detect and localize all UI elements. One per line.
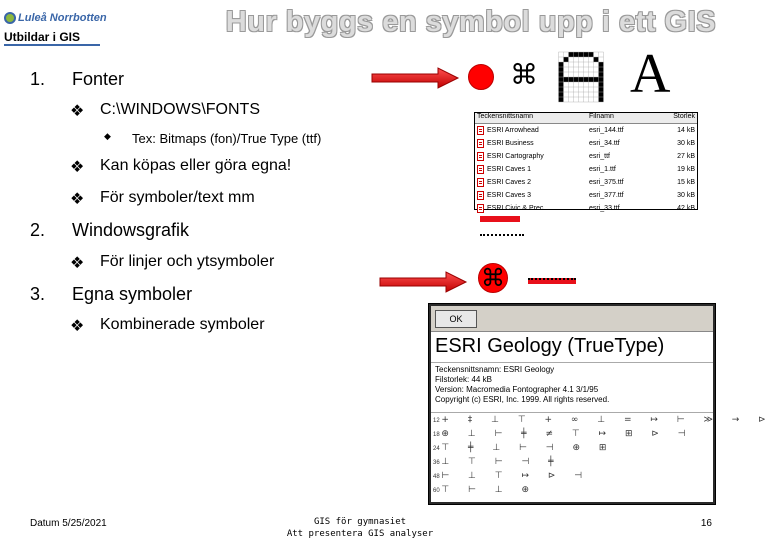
logo-name: Luleå Norrbotten bbox=[18, 12, 107, 24]
font-file-icon bbox=[477, 126, 484, 135]
font-file: esri_377.ttf bbox=[589, 192, 624, 199]
font-list-window bbox=[474, 112, 698, 210]
outline-subsublabel: Tex: Bitmaps (fon)/True Type (ttf) bbox=[132, 131, 322, 146]
command-glyph: ⌘ bbox=[510, 58, 538, 91]
glyph-size: 18 bbox=[433, 432, 440, 438]
font-name: ESRI Civic & Prec... bbox=[487, 205, 550, 212]
font-list-row bbox=[475, 124, 697, 137]
line-symbol-dotted bbox=[480, 234, 524, 236]
logo-mark-icon bbox=[4, 12, 16, 24]
outline-subitem bbox=[70, 316, 370, 336]
outline-sublabel: För symboler/text mm bbox=[100, 189, 255, 206]
diamond-bullet-icon: ❖ bbox=[70, 159, 85, 176]
footer-date: Datum 5/25/2021 bbox=[30, 518, 107, 529]
logo-underline bbox=[4, 44, 100, 46]
bitmap-letter-a-icon bbox=[558, 52, 604, 102]
font-file-icon bbox=[477, 152, 484, 161]
outline-subitem bbox=[70, 189, 370, 209]
combined-symbol-icon: ⌘ bbox=[478, 263, 508, 293]
font-file-icon bbox=[477, 165, 484, 174]
glyph-row bbox=[433, 441, 713, 455]
outline-item-1 bbox=[30, 69, 230, 91]
outline-subitem bbox=[70, 253, 370, 273]
combined-line-symbol bbox=[528, 278, 576, 284]
font-size: 19 kB bbox=[677, 166, 695, 173]
font-file: esri_375.ttf bbox=[589, 179, 624, 186]
truetype-letter-a: A bbox=[630, 43, 671, 105]
column-header: Teckensnittsnamn bbox=[477, 113, 534, 120]
font-list-row bbox=[475, 163, 697, 176]
diamond-bullet-icon: ❖ bbox=[70, 191, 85, 208]
glyph-row bbox=[433, 427, 713, 441]
outline-subitem bbox=[70, 101, 370, 121]
font-file: esri_34.ttf bbox=[589, 140, 620, 147]
font-list-row bbox=[475, 176, 697, 189]
font-file: esri_ttf bbox=[589, 153, 611, 160]
footer-center bbox=[270, 516, 450, 540]
logo bbox=[4, 8, 107, 46]
glyph-samples: ⊕ ⊥ ⊢ ╪ ≠ ⊤ ↦ ⊞ ⊳ ⊣ bbox=[441, 429, 694, 439]
font-size: 30 kB bbox=[677, 140, 695, 147]
font-size: 14 kB bbox=[677, 127, 695, 134]
diamond-bullet-icon: ❖ bbox=[70, 255, 85, 272]
info-line: Teckensnittsnamn: ESRI Geology bbox=[435, 365, 555, 374]
glyph-size: 24 bbox=[433, 446, 440, 452]
font-size: 30 kB bbox=[677, 192, 695, 199]
font-size: 42 kB bbox=[677, 205, 695, 212]
font-list-row bbox=[475, 150, 697, 163]
glyph-samples: + ‡ ⊥ ⊤ + ∞ ⊥ = ↦ ⊢ ≫ → ⊳ bbox=[441, 415, 774, 425]
glyph-row bbox=[433, 483, 713, 497]
outline-sublabel: Kan köpas eller göra egna! bbox=[100, 157, 292, 174]
glyph-size: 36 bbox=[433, 460, 440, 466]
font-list-header bbox=[475, 113, 697, 124]
glyph-row bbox=[433, 469, 713, 483]
outline-label: Fonter bbox=[72, 69, 125, 89]
info-line: Copyright (c) ESRI, Inc. 1999. All rights reserved. bbox=[435, 395, 610, 404]
glyph-row bbox=[433, 413, 774, 427]
preview-font-info bbox=[431, 362, 713, 412]
glyph-samples: ⊥ ⊤ ⊢ ⊣ ╪ bbox=[441, 457, 562, 467]
font-name: ESRI Cartography bbox=[487, 153, 544, 160]
font-name: ESRI Caves 3 bbox=[487, 192, 531, 199]
font-file-icon bbox=[477, 139, 484, 148]
outline-subsubitem bbox=[104, 131, 404, 149]
diamond-bullet-icon: ❖ bbox=[70, 318, 85, 335]
font-size: 15 kB bbox=[677, 179, 695, 186]
column-header: Storlek bbox=[673, 113, 695, 120]
arrow-right-icon bbox=[372, 66, 460, 90]
footer-subtitle: Att presentera GIS analyser bbox=[286, 529, 434, 539]
font-list-row bbox=[475, 189, 697, 202]
preview-font-title: ESRI Geology (TrueType) bbox=[435, 335, 665, 357]
page-number: 16 bbox=[700, 518, 712, 529]
info-line: Version: Macromedia Fontographer 4.1 3/1/95 bbox=[435, 385, 599, 394]
outline-number: 3. bbox=[30, 284, 46, 304]
outline-number: 1. bbox=[30, 69, 46, 89]
diamond-bullet-icon: ❖ bbox=[70, 103, 85, 120]
outline-label: Windowsgrafik bbox=[72, 220, 190, 240]
glyph-samples: ⊢ ⊥ ⊤ ↦ ⊳ ⊣ bbox=[441, 471, 591, 481]
font-size: 27 kB bbox=[677, 153, 695, 160]
logo-brand bbox=[4, 8, 107, 28]
glyph-size: 12 bbox=[433, 418, 440, 424]
ok-button[interactable]: OK bbox=[435, 310, 477, 328]
font-name: ESRI Business bbox=[487, 140, 534, 147]
preview-glyph-rows bbox=[431, 412, 774, 497]
outline-item-3 bbox=[30, 284, 280, 306]
glyph-row bbox=[433, 455, 713, 469]
font-list-row bbox=[475, 137, 697, 150]
outline-sublabel: Kombinerade symboler bbox=[100, 316, 265, 333]
outline-label: Egna symboler bbox=[72, 284, 193, 304]
glyph-size: 60 bbox=[433, 488, 440, 494]
font-file: esri_1.ttf bbox=[589, 166, 616, 173]
font-file-icon bbox=[477, 204, 484, 213]
footer-course: GIS för gymnasiet bbox=[313, 517, 407, 527]
font-file: esri_144.ttf bbox=[589, 127, 624, 134]
slide-title: Hur byggs en symbol upp i ett GIS bbox=[225, 6, 716, 38]
font-preview-window bbox=[428, 303, 774, 505]
font-file: esri_33.ttf bbox=[589, 205, 620, 212]
font-name: ESRI Caves 2 bbox=[487, 179, 531, 186]
font-name: ESRI Caves 1 bbox=[487, 166, 531, 173]
font-file-icon bbox=[477, 191, 484, 200]
column-header: Filnamn bbox=[589, 113, 614, 120]
glyph-size: 48 bbox=[433, 474, 440, 480]
outline-subitem bbox=[70, 157, 370, 177]
font-list-row bbox=[475, 202, 697, 215]
outline-sublabel: För linjer och ytsymboler bbox=[100, 253, 275, 270]
preview-toolbar bbox=[431, 306, 713, 332]
red-point-symbol bbox=[468, 64, 494, 90]
outline-number: 2. bbox=[30, 220, 46, 240]
outline-item-2 bbox=[30, 220, 280, 242]
font-file-icon bbox=[477, 178, 484, 187]
glyph-samples: ⊤ ⊢ ⊥ ⊕ bbox=[441, 485, 538, 495]
logo-tagline: Utbildar i GIS bbox=[4, 30, 81, 44]
square-bullet-icon: ◆ bbox=[104, 131, 111, 141]
outline-sublabel: C:\WINDOWS\FONTS bbox=[100, 101, 260, 118]
arrow-right-icon bbox=[380, 270, 468, 294]
info-line: Filstorlek: 44 kB bbox=[435, 375, 492, 384]
font-name: ESRI Arrowhead bbox=[487, 127, 539, 134]
line-symbol-red bbox=[480, 216, 520, 222]
glyph-samples: ⊤ ╪ ⊥ ⊢ ⊣ ⊕ ⊞ bbox=[441, 443, 615, 453]
